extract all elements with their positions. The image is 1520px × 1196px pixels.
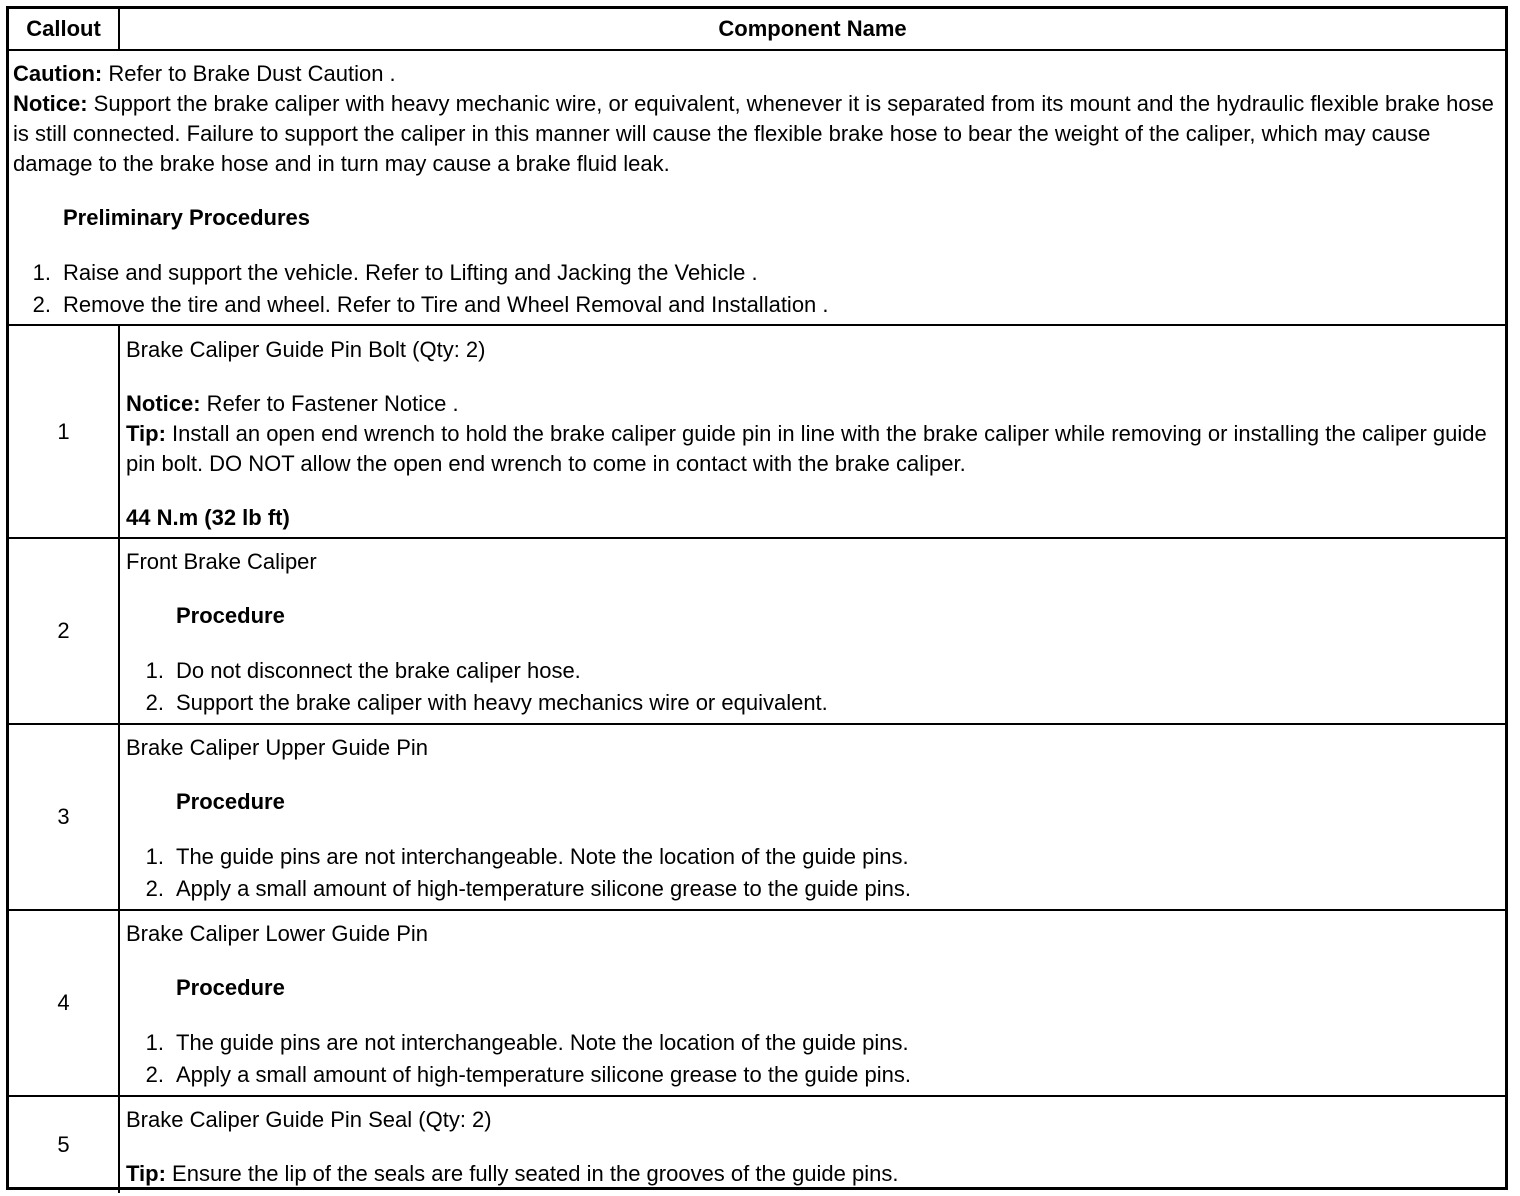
callout-number: 2 <box>9 538 119 724</box>
preliminary-steps-list <box>13 257 1501 321</box>
table-row <box>9 538 1505 724</box>
procedure-table-frame <box>6 6 1508 1190</box>
component-name-header: Component Name <box>119 9 1505 50</box>
component-name: Brake Caliper Guide Pin Seal (Qty: 2) <box>126 1107 492 1132</box>
callout-header: Callout <box>9 9 119 50</box>
list-item: 1. Do not disconnect the brake caliper hose. <box>145 658 581 683</box>
list-item: 2. Apply a small amount of high-temperature silicone grease to the guide pins. <box>145 1062 911 1087</box>
component-cell <box>119 325 1505 538</box>
component-cell <box>119 538 1505 724</box>
procedure-heading: Procedure <box>176 789 285 814</box>
callout-number: 4 <box>9 910 119 1096</box>
caution-paragraph <box>13 59 1501 89</box>
component-name: Brake Caliper Guide Pin Bolt (Qty: 2) <box>126 336 486 362</box>
procedure-heading: Procedure <box>176 975 285 1000</box>
notice-label: Notice: <box>13 91 88 116</box>
component-cell <box>119 724 1505 910</box>
procedure-steps-list <box>126 655 1499 719</box>
intro-row <box>9 50 1505 325</box>
list-item: 2. Support the brake caliper with heavy mechanics wire or equivalent. <box>145 690 828 715</box>
notice-paragraph <box>13 89 1501 179</box>
component-cell <box>119 910 1505 1096</box>
table-row <box>9 724 1505 910</box>
list-item: 1. The guide pins are not interchangeable. Note the location of the guide pins. <box>145 1030 909 1055</box>
list-item: 1. Raise and support the vehicle. Refer to Lifting and Jacking the Vehicle . <box>32 260 758 285</box>
caution-label: Caution: <box>13 61 103 86</box>
tip-paragraph: Tip: Ensure the lip of the seals are fully seated in the grooves of the guide pins. <box>126 1161 899 1186</box>
table-row <box>9 1096 1505 1193</box>
list-item: 1. The guide pins are not interchangeable. Note the location of the guide pins. <box>145 844 909 869</box>
component-name: Front Brake Caliper <box>126 549 317 574</box>
intro-cell <box>9 50 1505 325</box>
callout-number: 5 <box>9 1096 119 1193</box>
torque-spec: 44 N.m (32 lb ft) <box>126 504 290 530</box>
callout-number: 3 <box>9 724 119 910</box>
list-item: 2. Apply a small amount of high-temperature silicone grease to the guide pins. <box>145 876 911 901</box>
procedure-steps-list <box>126 1027 1499 1091</box>
table-row <box>9 910 1505 1096</box>
procedure-heading: Procedure <box>176 603 285 628</box>
procedure-table <box>9 9 1505 1193</box>
component-name: Brake Caliper Lower Guide Pin <box>126 921 429 946</box>
callout-number: 1 <box>9 325 119 538</box>
list-item: 2. Remove the tire and wheel. Refer to Tire and Wheel Removal and Installation . <box>32 292 829 317</box>
tip-paragraph: Tip: Install an open end wrench to hold the brake caliper guide pin in line with the brake caliper while removing or installing the caliper guide pin bolt. DO NOT allow the open end wrench to come in contact with the brake caliper. <box>126 420 1487 476</box>
component-cell <box>119 1096 1505 1193</box>
preliminary-procedures-heading: Preliminary Procedures <box>63 205 311 230</box>
caution-text: Refer to Brake Dust Caution . <box>102 61 396 86</box>
notice-paragraph: Notice: Refer to Fastener Notice . <box>126 390 459 416</box>
notice-text: Support the brake caliper with heavy mechanic wire, or equivalent, whenever it is separated from its mount and the hydraulic flexible brake hose is still connected. Failure to support the caliper in this manner will cause the flexible brake hose to bear the weight of the caliper, which may cause damage to the brake hose and in turn may cause a brake fluid leak. <box>13 91 1494 176</box>
header-row <box>9 9 1505 50</box>
procedure-steps-list <box>126 841 1499 905</box>
component-name: Brake Caliper Upper Guide Pin <box>126 735 429 760</box>
table-row <box>9 325 1505 538</box>
